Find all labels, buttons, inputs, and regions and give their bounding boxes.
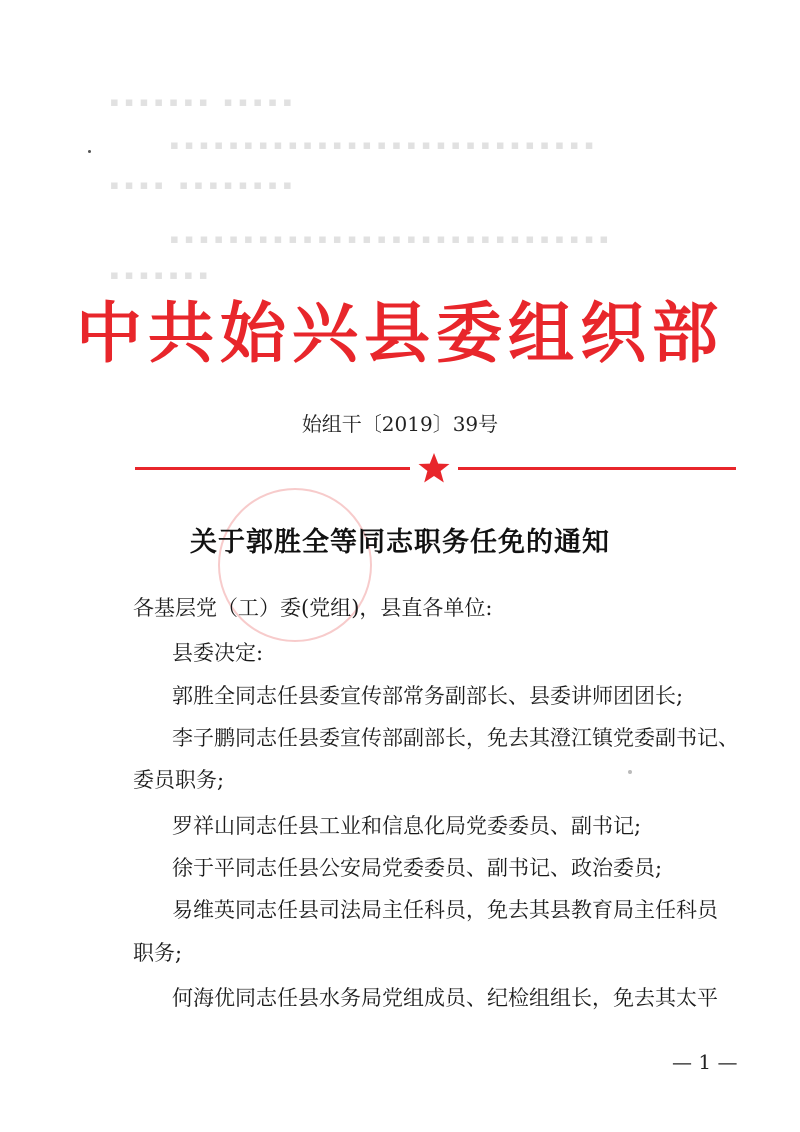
bleed-through-text: ▪▪▪▪▪▪▪ ▪▪▪▪▪ [110, 95, 298, 110]
red-divider-right [458, 467, 736, 470]
body-line: 罗祥山同志任县工业和信息化局党委委员、副书记; [172, 814, 642, 838]
bleed-through-text: ▪▪▪▪▪▪▪▪▪▪▪▪▪▪▪▪▪▪▪▪▪▪▪▪▪▪▪▪▪▪ [170, 232, 615, 247]
bleed-through-text: ▪▪▪▪ ▪▪▪▪▪▪▪▪ [110, 178, 298, 193]
bleed-through-text: ▪▪▪▪▪▪▪ [110, 268, 214, 283]
red-divider-left [135, 467, 410, 470]
scan-speck [88, 150, 91, 153]
body-line: 县委决定: [172, 641, 264, 665]
body-line: 李子鹏同志任县委宣传部副部长，免去其澄江镇党委副书记、 [172, 726, 739, 750]
body-line: 委员职务; [133, 768, 225, 792]
issuing-organization-header: 中共始兴县委组织部 [76, 294, 724, 372]
red-star-icon [418, 452, 450, 484]
body-line: 易维英同志任县司法局主任科员，免去其县教育局主任科员 [172, 898, 718, 922]
body-line: 何海优同志任县水务局党组成员、纪检组组长，免去其太平 [172, 986, 718, 1010]
body-line: 职务; [133, 941, 183, 965]
recipients-line: 各基层党（工）委(党组)，县直各单位: [133, 596, 493, 620]
document-number: 始组干〔2019〕39号 [301, 412, 499, 436]
body-line: 郭胜全同志任县委宣传部常务副部长、县委讲师团团长; [172, 684, 684, 708]
body-line: 徐于平同志任县公安局党委委员、副书记、政治委员; [172, 856, 663, 880]
bleed-through-text: ▪▪▪▪▪▪▪▪▪▪▪▪▪▪▪▪▪▪▪▪▪▪▪▪▪▪▪▪▪ [170, 138, 600, 153]
notice-title: 关于郭胜全等同志职务任免的通知 [190, 527, 610, 558]
page-number: — 1 — [672, 1050, 738, 1074]
